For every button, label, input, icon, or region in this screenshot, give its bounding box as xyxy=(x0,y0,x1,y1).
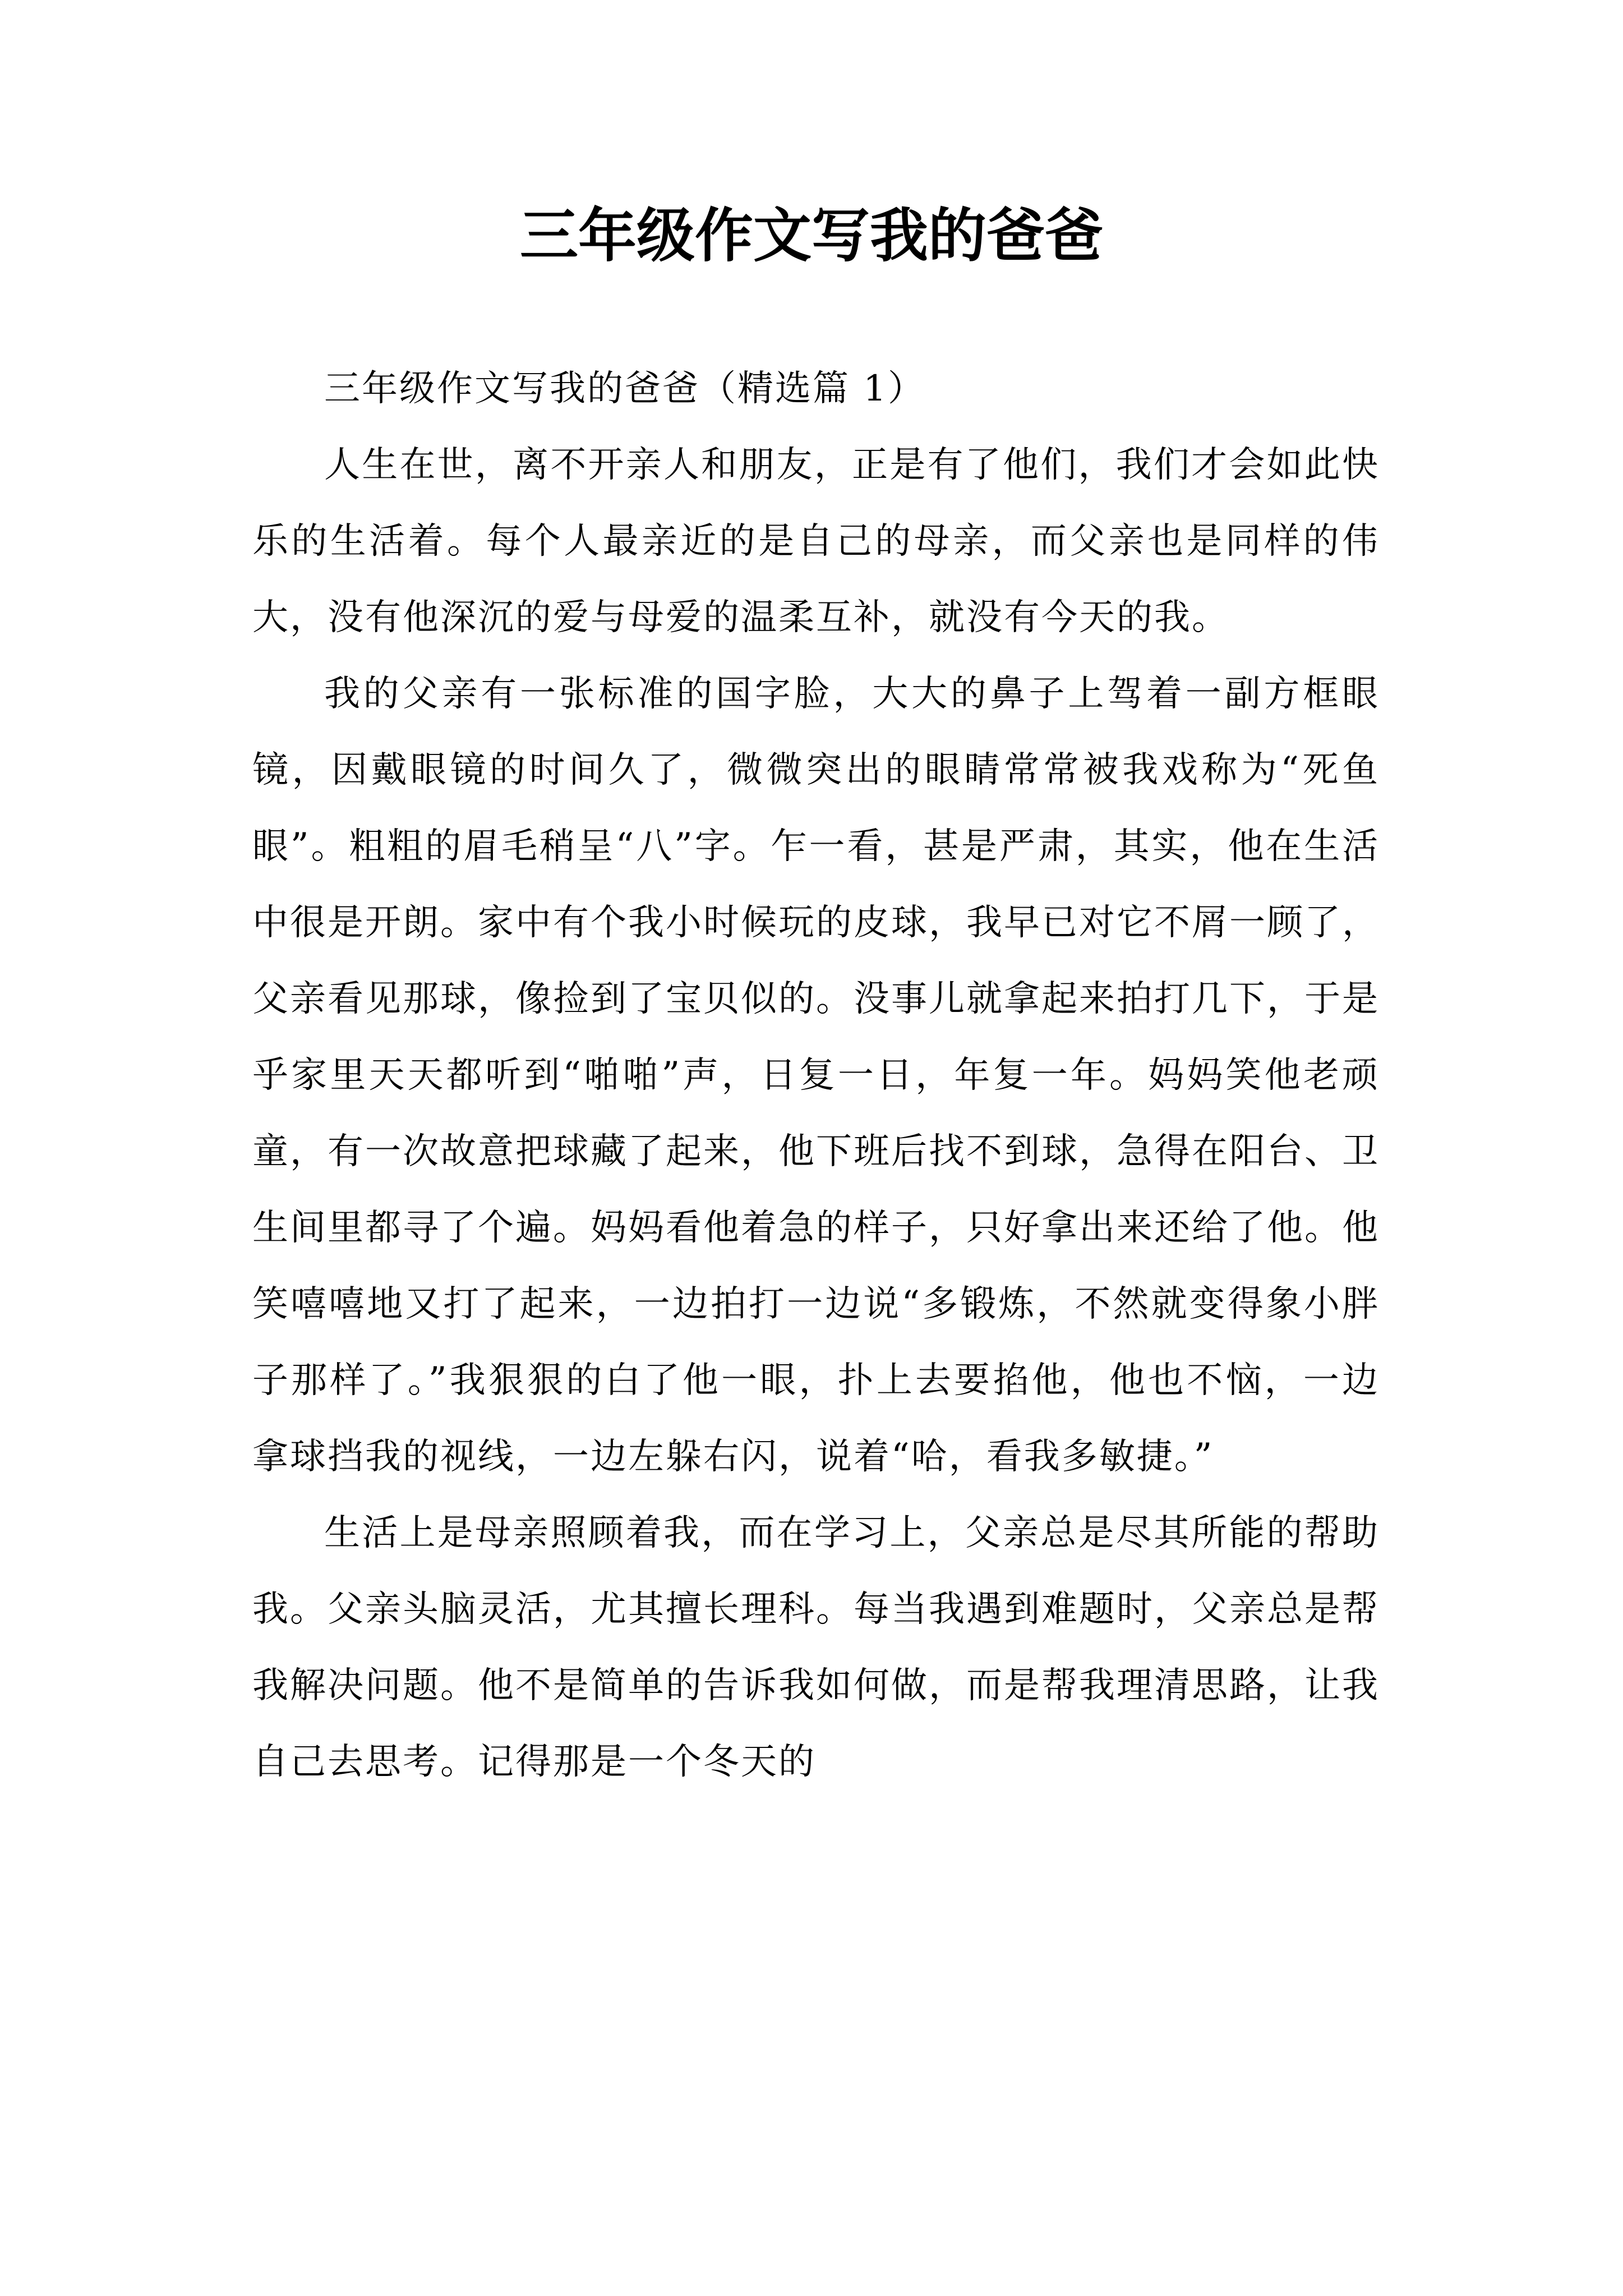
paragraph: 我的父亲有一张标准的国字脸，大大的鼻子上驾着一副方框眼镜，因戴眼镜的时间久了，微微突出的眼睛常常被我戏称为“死鱼眼”。粗粗的眉毛稍呈“八”字。乍一看，甚是严肃，其实，他在生活中很是开朗。家中有个我小时候玩的皮球，我早已对它不屑一顾了，父亲看见那球，像捡到了宝贝似的。没事儿就拿起来拍打几下，于是乎家里天天都听到“啪啪”声，日复一日，年复一年。妈妈笑他老顽童，有一次故意把球藏了起来，他下班后找不到球，急得在阳台、卫生间里都寻了个遍。妈妈看他着急的样子，只好拿出来还给了他。他笑嘻嘻地又打了起来，一边拍打一边说“多锻炼，不然就变得象小胖子那样了。”我狠狠的白了他一眼，扑上去要掐他，他也不恼，一边拿球挡我的视线，一边左躲右闪，说着“哈，看我多敏捷。” xyxy=(252,673,1380,1478)
section-heading: 三年级作文写我的爸爸（精选篇 1） xyxy=(324,368,926,409)
paragraph: 生活上是母亲照顾着我，而在学习上，父亲总是尽其所能的帮助我。父亲头脑灵活，尤其擅长理科。每当我遇到难题时，父亲总是帮我解决问题。他不是简单的告诉我如何做，而是帮我理清思路，让我自己去思考。记得那是一个冬天的 xyxy=(252,1512,1380,1783)
document-title: 三年级作文写我的爸爸 xyxy=(519,201,1103,270)
paragraph: 人生在世，离不开亲人和朋友，正是有了他们，我们才会如此快乐的生活着。每个人最亲近的是自己的母亲，而父亲也是同样的伟大，没有他深沉的爱与母爱的温柔互补，就没有今天的我。 xyxy=(252,444,1380,638)
document-body xyxy=(252,351,1380,1800)
